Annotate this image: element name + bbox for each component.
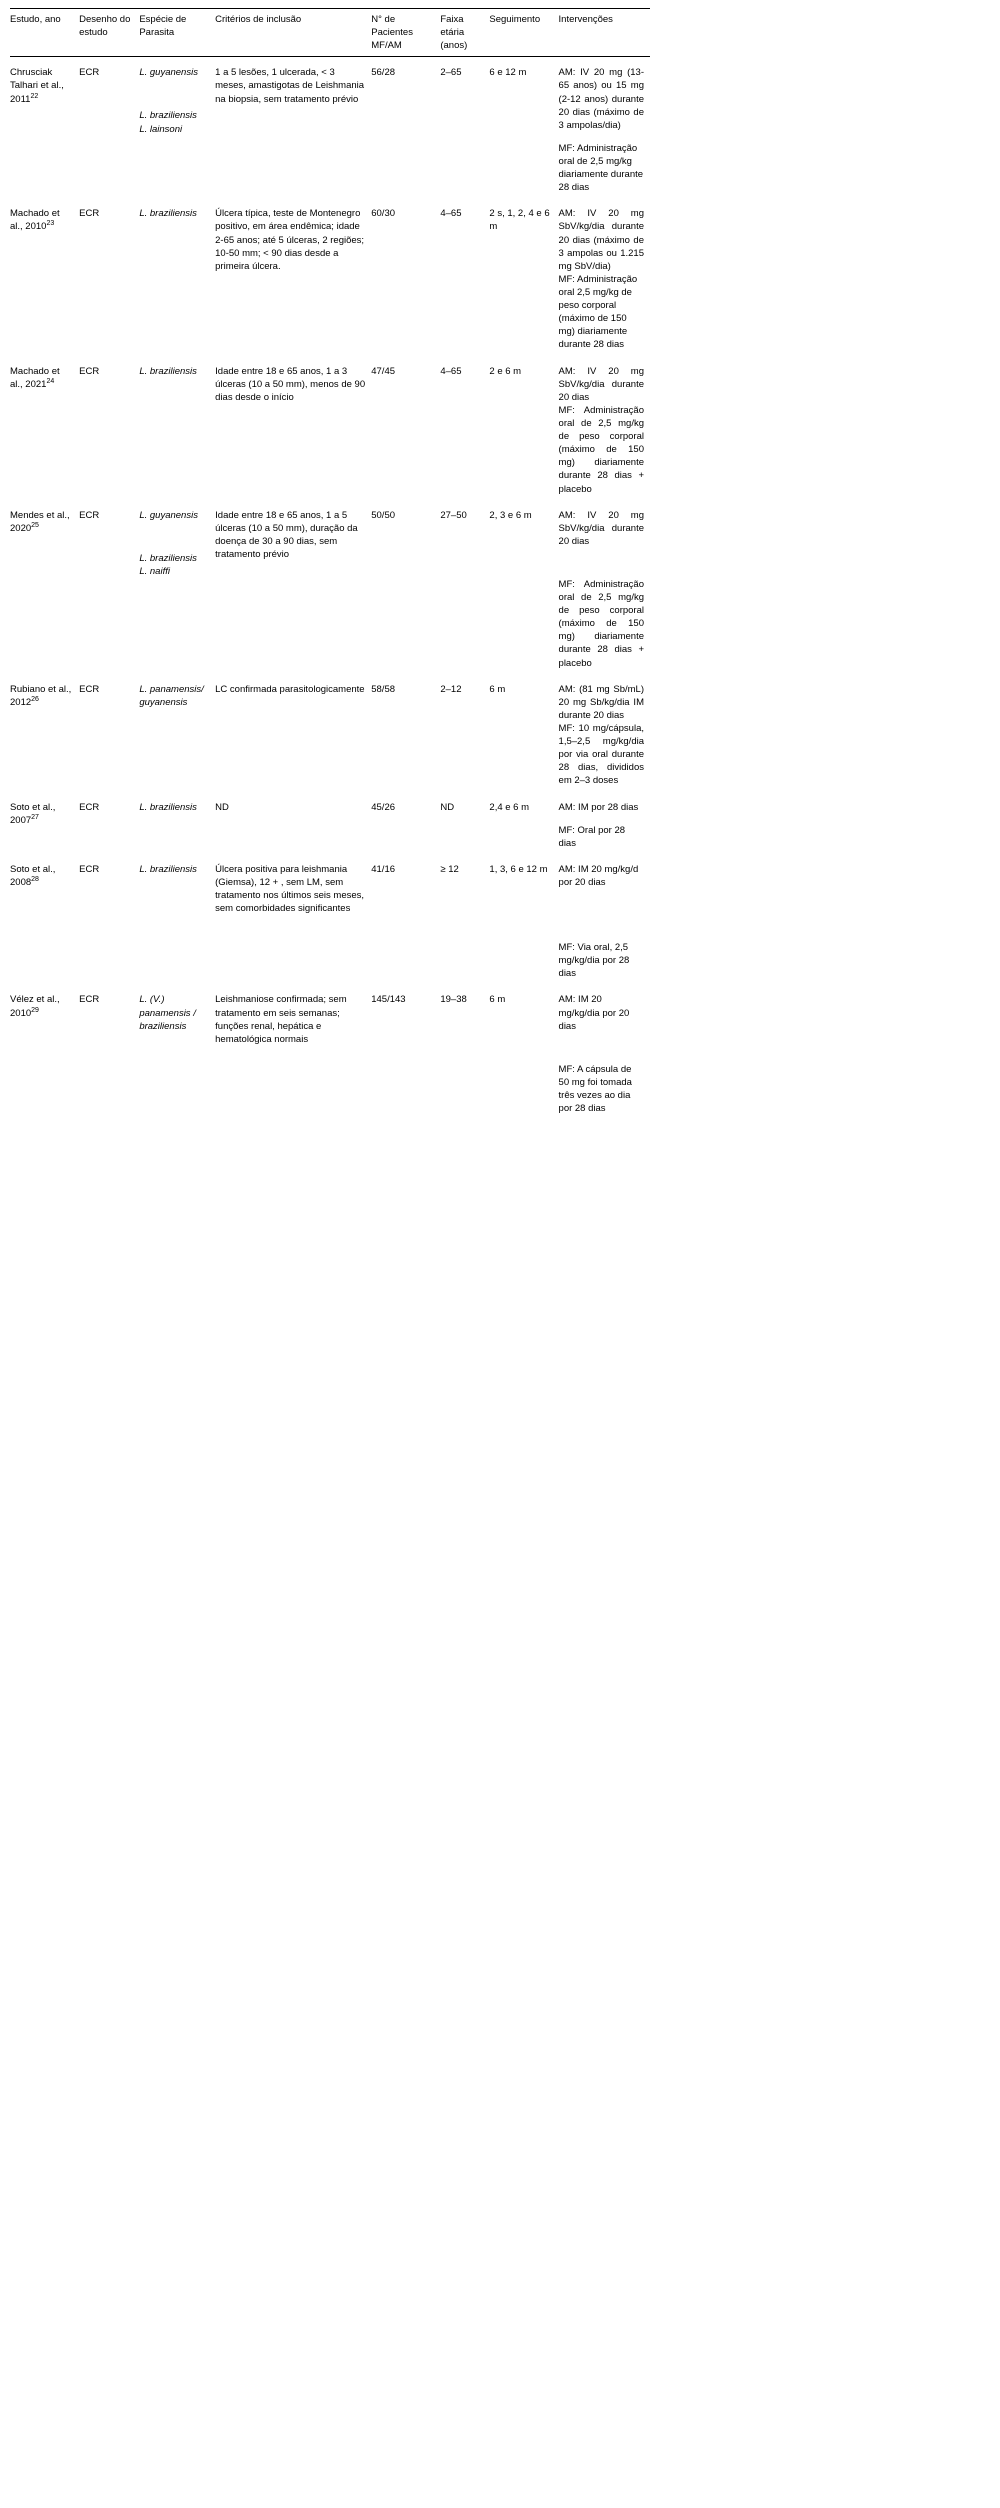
intervention-am: AM: IM 20 mg/kg/dia por 20 dias <box>558 994 630 1032</box>
cell-seguimento: 2 e 6 m <box>489 365 522 377</box>
table-row <box>10 198 650 355</box>
intervention-am: AM: IV 20 mg (13-65 anos) ou 15 mg (2-12 anos) durante 20 dias (máximo de 3 ampolas/dia) <box>558 67 644 131</box>
spacer <box>559 889 644 941</box>
cell-pacientes: 60/30 <box>371 208 396 220</box>
cell-intervencoes <box>559 500 650 674</box>
intervention-mf: MF: Oral por 28 dias <box>558 824 626 849</box>
table-row <box>10 57 650 198</box>
cell-intervencoes <box>559 792 650 854</box>
cell-especie <box>139 500 215 674</box>
table-body <box>10 57 650 1127</box>
cell-desenho: ECR <box>79 994 100 1006</box>
cell-estudo <box>10 792 79 854</box>
species-1: L. panamensis/ guyanensis <box>139 683 204 708</box>
cell-desenho: ECR <box>79 683 100 695</box>
study-reference: 27 <box>31 813 39 821</box>
cell-seguimento: 2,4 e 6 m <box>489 801 530 813</box>
header-row <box>10 9 650 57</box>
intervention-am: AM: IM 20 mg/kg/d por 20 dias <box>558 863 639 889</box>
cell-criterios: Idade entre 18 e 65 anos, 1 a 3 úlceras (10 a 50 mm), menos de 90 dias desde o início <box>215 365 366 403</box>
species-1: L. braziliensis <box>139 801 197 813</box>
cell-faixa: 4–65 <box>440 208 462 220</box>
cell-intervencoes <box>559 198 650 355</box>
spacer <box>559 548 644 578</box>
cell-faixa: ND <box>440 801 455 813</box>
cell-seguimento: 2, 3 e 6 m <box>489 509 532 521</box>
cell-criterios: 1 a 5 lesões, 1 ulcerada, < 3 meses, amastigotas de Leishmania na biopsia, sem tratamento prévio <box>215 67 365 105</box>
cell-pacientes: 145/143 <box>371 994 406 1006</box>
column-header-criterios: Critérios de inclusão <box>215 9 371 57</box>
cell-especie <box>139 792 215 854</box>
cell-faixa: 2–65 <box>440 67 462 79</box>
study-name: Machado et al., 2021 <box>10 365 60 390</box>
table-row <box>10 356 650 500</box>
studies-table <box>10 8 650 1127</box>
cell-seguimento: 1, 3, 6 e 12 m <box>489 863 548 875</box>
species-1: L. (V.) panamensis / braziliensis <box>139 994 196 1032</box>
table-row <box>10 854 650 985</box>
species-2: L. braziliensis <box>139 110 197 122</box>
intervention-mf: MF: Administração oral de 2,5 mg/kg de peso corporal (máximo de 150 mg) diariamente durante 28 dias + placebo <box>558 578 644 669</box>
cell-pacientes: 50/50 <box>371 509 396 521</box>
intervention-mf: MF: Administração oral de 2,5 mg/kg de peso corporal (máximo de 150 mg) diariamente durante 28 dias + placebo <box>558 404 644 495</box>
spacer <box>139 79 209 109</box>
study-reference: 23 <box>46 220 55 228</box>
cell-faixa: 4–65 <box>440 365 462 377</box>
cell-estudo <box>10 356 79 500</box>
species-3: L. naiffi <box>139 565 170 577</box>
cell-desenho: ECR <box>79 208 100 220</box>
cell-especie <box>139 356 215 500</box>
cell-pacientes: 56/28 <box>371 67 396 79</box>
spacer <box>139 522 209 552</box>
cell-criterios: Úlcera típica, teste de Montenegro positivo, em área endêmica; idade 2-65 anos; até 5 úlceras, 2 regiões; 10-50 mm; < 90 dias desde a primeira úlcera. <box>215 208 365 272</box>
study-name: Vélez et al., 2010 <box>10 994 60 1019</box>
cell-estudo <box>10 984 79 1127</box>
cell-criterios: Úlcera positiva para leishmania (Giemsa), 12 + , sem LM, sem tratamento nos últimos seis meses, sem comorbidades significantes <box>215 863 365 915</box>
species-1: L. guyanensis <box>139 509 198 521</box>
cell-seguimento: 6 e 12 m <box>489 67 527 79</box>
intervention-mf: MF: 10 mg/cápsula, 1,5–2,5 mg/kg/dia por via oral durante 28 dias, divididos em 2–3 doses <box>558 723 644 787</box>
column-header-estudo: Estudo, ano <box>10 9 79 57</box>
table-row <box>10 500 650 674</box>
study-name: Rubiano et al., 2012 <box>10 683 72 708</box>
cell-desenho: ECR <box>79 365 100 377</box>
cell-pacientes: 47/45 <box>371 365 396 377</box>
cell-pacientes: 45/26 <box>371 801 396 813</box>
cell-seguimento: 2 s, 1, 2, 4 e 6 m <box>489 208 550 233</box>
cell-pacientes: 41/16 <box>371 863 396 875</box>
cell-especie <box>139 674 215 792</box>
cell-seguimento: 6 m <box>489 683 506 695</box>
cell-intervencoes <box>559 854 650 985</box>
cell-faixa: 2–12 <box>440 683 462 695</box>
cell-faixa: 19–38 <box>440 994 467 1006</box>
species-1: L. braziliensis <box>139 365 197 377</box>
cell-estudo <box>10 198 79 355</box>
cell-especie <box>139 198 215 355</box>
column-header-desenho: Desenho do estudo <box>79 9 139 57</box>
study-name: Soto et al., 2008 <box>10 863 56 889</box>
cell-intervencoes <box>559 984 650 1127</box>
cell-estudo <box>10 674 79 792</box>
cell-intervencoes <box>559 356 650 500</box>
cell-desenho: ECR <box>79 67 100 79</box>
cell-criterios: Idade entre 18 e 65 anos, 1 a 5 úlceras (10 a 50 mm), duração da doença de 30 a 90 dias, sem tratamento prévio <box>215 509 358 560</box>
study-name: Chrusciak Talhari et al., 2011 <box>10 67 64 105</box>
cell-estudo <box>10 854 79 985</box>
species-1: L. guyanensis <box>139 67 198 79</box>
cell-intervencoes <box>559 57 650 198</box>
spacer <box>559 132 644 142</box>
column-header-especie: Espécie de Parasita <box>139 9 215 57</box>
cell-seguimento: 6 m <box>489 994 506 1006</box>
spacer <box>559 814 644 824</box>
study-name: Mendes et al., 2020 <box>10 509 70 534</box>
cell-pacientes: 58/58 <box>371 683 396 695</box>
species-1: L. braziliensis <box>139 208 197 220</box>
cell-estudo <box>10 500 79 674</box>
intervention-mf: MF: Via oral, 2,5 mg/kg/dia por 28 dias <box>558 942 630 980</box>
intervention-am: AM: IV 20 mg SbV/kg/dia durante 20 dias <box>558 365 644 403</box>
cell-intervencoes <box>559 674 650 792</box>
study-reference: 29 <box>31 1006 39 1014</box>
cell-faixa: 27–50 <box>440 509 467 521</box>
study-reference: 25 <box>31 521 39 529</box>
cell-criterios: LC confirmada parasitologicamente <box>215 683 365 695</box>
species-1: L. braziliensis <box>139 863 197 875</box>
column-header-pacientes: N° de Pacientes MF/AM <box>371 9 440 57</box>
study-reference: 22 <box>30 92 39 100</box>
cell-especie <box>139 57 215 198</box>
spacer <box>559 1033 644 1063</box>
document-page <box>0 8 1000 2508</box>
column-header-seguimento: Seguimento <box>489 9 558 57</box>
cell-especie <box>139 854 215 985</box>
intervention-mf: MF: A cápsula de 50 mg foi tomada três vezes ao dia por 28 dias <box>558 1063 632 1115</box>
table-row <box>10 984 650 1127</box>
cell-especie <box>139 984 215 1127</box>
table-header <box>10 9 650 57</box>
cell-criterios: Leishmaniose confirmada; sem tratamento em seis semanas; funções renal, hepática e hematológica normais <box>215 994 347 1045</box>
intervention-mf: MF: Administração oral 2,5 mg/kg de peso corporal (máximo de 150 mg) diariamente durante 28 dias <box>558 273 638 351</box>
column-header-faixa: Faixa etária (anos) <box>440 9 489 57</box>
cell-estudo <box>10 57 79 198</box>
intervention-mf: MF: Administração oral de 2,5 mg/kg diariamente durante 28 dias <box>558 142 644 194</box>
table-row <box>10 792 650 854</box>
cell-desenho: ECR <box>79 509 100 521</box>
table-row <box>10 674 650 792</box>
intervention-am: AM: IV 20 mg SbV/kg/dia durante 20 dias <box>558 509 644 547</box>
study-reference: 26 <box>31 695 39 703</box>
cell-faixa: ≥ 12 <box>440 863 459 875</box>
intervention-am: AM: (81 mg Sb/mL) 20 mg Sb/kg/dia IM durante 20 dias <box>558 683 644 721</box>
cell-criterios: ND <box>215 801 229 813</box>
intervention-am: AM: IV 20 mg SbV/kg/dia durante 20 dias (máximo de 3 ampolas ou 1.215 mg SbV/dia) <box>558 208 644 272</box>
column-header-intervencoes: Intervenções <box>559 9 650 57</box>
species-3: L. lainsoni <box>139 123 183 135</box>
cell-desenho: ECR <box>79 863 100 875</box>
study-name: Soto et al., 2007 <box>10 801 56 826</box>
study-reference: 28 <box>31 875 39 883</box>
cell-desenho: ECR <box>79 801 100 813</box>
study-reference: 24 <box>46 377 55 385</box>
intervention-am: AM: IM por 28 dias <box>558 801 639 813</box>
species-2: L. braziliensis <box>139 552 197 564</box>
study-name: Machado et al., 2010 <box>10 208 60 233</box>
